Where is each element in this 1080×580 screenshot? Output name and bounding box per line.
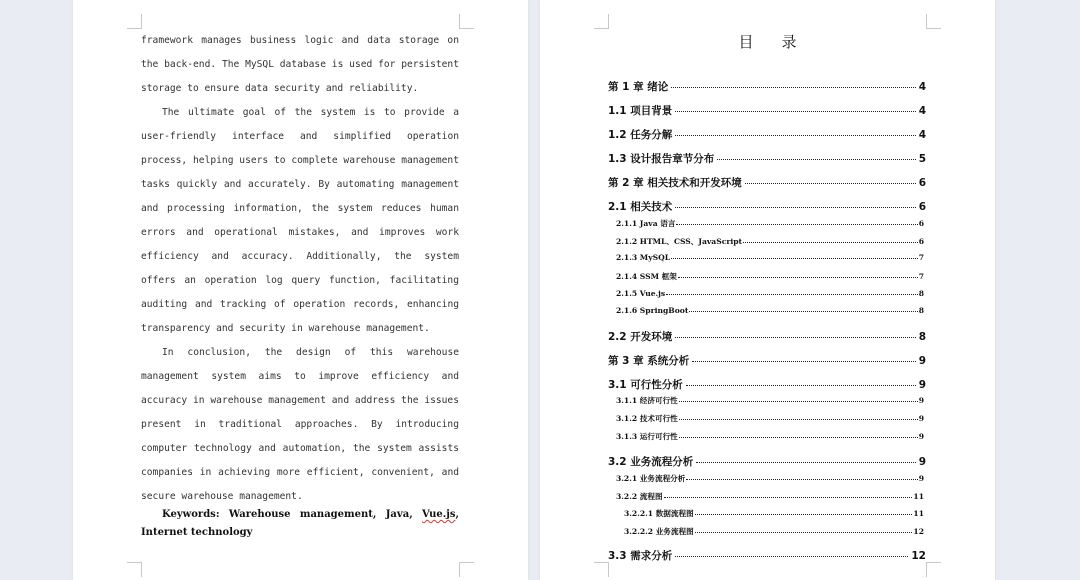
abstract-paragraph: The ultimate goal of the system is to provide a user-friendly interface and simplified operation process, helping users to complete warehouse management tasks quickly and accurately. By automating management and processing information, the system reduces human errors and operational mistakes, and improves work efficiency and accuracy. Additionally, the system offers an operation log query function, facilitating auditing and tracking of operation records, enhancing transparency and security in warehouse management. xyxy=(141,107,459,334)
abstract-paragraph: framework manages business logic and data storage on the back-end. The MySQL database is used for persistent storage to ensure data security and reliability. xyxy=(141,35,459,94)
toc-entry-page-number: 7 xyxy=(918,272,924,281)
toc-entry-label: 第 2 章 相关技术和开发环境 xyxy=(608,177,742,189)
margin-corner-mark xyxy=(594,562,609,577)
toc-entry-label: 2.1.5 Vue.js xyxy=(616,289,666,298)
toc-entry[interactable] xyxy=(616,395,924,406)
toc-entry-page-number: 12 xyxy=(913,527,924,536)
toc-dot-leader xyxy=(745,183,916,184)
toc-entry[interactable] xyxy=(608,548,926,562)
toc-entry-page-number: 9 xyxy=(918,474,924,483)
toc-entry-page-number: 8 xyxy=(918,306,924,315)
toc-dot-leader xyxy=(675,111,915,112)
toc-dot-leader xyxy=(743,242,918,243)
toc-entry[interactable] xyxy=(616,271,924,282)
toc-entry-label: 3.1.3 运行可行性 xyxy=(616,432,678,441)
toc-entry-label: 2.2 开发环境 xyxy=(608,331,673,343)
toc-dot-leader xyxy=(666,294,917,295)
toc-entry-label: 3.2 业务流程分析 xyxy=(608,456,694,468)
spellcheck-flagged-word[interactable]: Vue.js xyxy=(422,509,456,520)
toc-entry-page-number: 4 xyxy=(918,81,926,93)
toc-entry-label: 2.1.3 MySQL xyxy=(616,253,671,262)
toc-entry[interactable] xyxy=(616,253,924,264)
toc-entry[interactable] xyxy=(616,236,924,247)
toc-entry[interactable] xyxy=(608,175,926,189)
toc-dot-leader xyxy=(671,258,918,259)
toc-entry-page-number: 9 xyxy=(918,379,926,391)
toc-entry[interactable] xyxy=(616,218,924,229)
toc-dot-leader xyxy=(675,337,915,338)
toc-entry-page-number: 6 xyxy=(918,177,926,189)
toc-entry[interactable] xyxy=(616,289,924,300)
toc-dot-leader xyxy=(695,532,913,533)
toc-entry-label: 第 1 章 绪论 xyxy=(608,81,669,93)
toc-dot-leader xyxy=(695,514,913,515)
toc-entry[interactable] xyxy=(608,454,926,468)
toc-entry-label: 3.2.1 业务流程分析 xyxy=(616,474,686,483)
toc-entry-page-number: 6 xyxy=(918,237,924,246)
toc-entry-page-number: 9 xyxy=(918,414,924,423)
margin-corner-mark xyxy=(127,562,142,577)
toc-entry-label: 3.2.2 流程图 xyxy=(616,492,663,501)
toc-title: 目录 xyxy=(738,33,825,51)
toc-dot-leader xyxy=(717,159,915,160)
keywords-text: , Internet technology xyxy=(141,509,459,538)
toc-dot-leader xyxy=(676,224,917,225)
toc-entry[interactable] xyxy=(616,413,924,424)
toc-dot-leader xyxy=(675,556,908,557)
toc-entry-label: 2.1 相关技术 xyxy=(608,201,673,213)
abstract-body xyxy=(141,29,459,509)
toc-entry-page-number: 4 xyxy=(918,105,926,117)
toc-entry-page-number: 4 xyxy=(918,129,926,141)
toc-entry[interactable] xyxy=(608,377,926,391)
toc-entry-page-number: 9 xyxy=(918,355,926,367)
toc-entry[interactable] xyxy=(608,79,926,93)
toc-entry[interactable] xyxy=(608,199,926,213)
toc-entry-label: 1.3 设计报告章节分布 xyxy=(608,153,715,165)
toc-entry-page-number: 11 xyxy=(913,509,924,518)
toc-entry-label: 3.2.2.2 业务流程图 xyxy=(624,527,694,536)
toc-entry[interactable] xyxy=(608,353,926,367)
toc-entry-label: 2.1.6 SpringBoot xyxy=(616,306,689,315)
toc-entry[interactable] xyxy=(608,103,926,117)
toc-entry-label: 2.1.2 HTML、CSS、JavaScript xyxy=(616,237,743,246)
margin-corner-mark xyxy=(459,14,474,29)
toc-entry-label: 2.1.4 SSM 框架 xyxy=(616,272,677,281)
toc-entry-page-number: 9 xyxy=(918,432,924,441)
toc-entry-label: 3.1.1 经济可行性 xyxy=(616,396,678,405)
toc-entry[interactable] xyxy=(608,151,926,165)
keywords-line xyxy=(141,506,459,542)
toc-entry-label: 1.1 项目背景 xyxy=(608,105,673,117)
toc-dot-leader xyxy=(692,361,915,362)
toc-entry-page-number: 8 xyxy=(918,289,924,298)
toc-entry[interactable] xyxy=(616,473,924,484)
margin-corner-mark xyxy=(594,14,609,29)
toc-entry-page-number: 9 xyxy=(918,396,924,405)
toc-entry[interactable] xyxy=(616,306,924,317)
toc-dot-leader xyxy=(678,277,918,278)
toc-dot-leader xyxy=(675,207,915,208)
toc-entry[interactable] xyxy=(608,127,926,141)
toc-entry-page-number: 6 xyxy=(918,201,926,213)
toc-dot-leader xyxy=(671,87,915,88)
toc-dot-leader xyxy=(686,385,916,386)
toc-entry[interactable] xyxy=(624,508,924,519)
toc-entry-page-number: 11 xyxy=(913,492,924,501)
toc-entry-page-number: 9 xyxy=(918,456,926,468)
toc-entry[interactable] xyxy=(616,431,924,442)
toc-dot-leader xyxy=(679,419,918,420)
toc-entry-label: 3.3 需求分析 xyxy=(608,550,673,562)
toc-entry-page-number: 7 xyxy=(918,253,924,262)
toc-dot-leader xyxy=(664,497,913,498)
margin-corner-mark xyxy=(926,562,941,577)
margin-corner-mark xyxy=(459,562,474,577)
margin-corner-mark xyxy=(926,14,941,29)
toc-entry-label: 3.1 可行性分析 xyxy=(608,379,683,391)
toc-entry-page-number: 6 xyxy=(918,219,924,228)
toc-dot-leader xyxy=(679,437,918,438)
toc-entry-label: 2.1.1 Java 语言 xyxy=(616,219,676,228)
abstract-paragraph: In conclusion, the design of this warehouse management system aims to improve efficiency and accuracy in warehouse management and address the issues present in traditional approaches. By introducing computer technology and automation, the system assists companies in achieving more efficient, convenient, and secure warehouse management. xyxy=(141,347,459,502)
toc-entry[interactable] xyxy=(608,329,926,343)
toc-entry-page-number: 8 xyxy=(918,331,926,343)
toc-entry[interactable] xyxy=(624,526,924,537)
margin-corner-mark xyxy=(127,14,142,29)
toc-entry-label: 3.2.2.1 数据流程图 xyxy=(624,509,694,518)
toc-entry[interactable] xyxy=(616,491,924,502)
toc-entry-label: 1.2 任务分解 xyxy=(608,129,673,141)
toc-entry-label: 3.1.2 技术可行性 xyxy=(616,414,678,423)
toc-entry-page-number: 5 xyxy=(918,153,926,165)
toc-dot-leader xyxy=(689,311,917,312)
keywords-text: Keywords: Warehouse management, Java, xyxy=(162,509,423,520)
toc-entry-page-number: 12 xyxy=(911,550,926,562)
toc-dot-leader xyxy=(686,479,917,480)
toc-entry-label: 第 3 章 系统分析 xyxy=(608,355,690,367)
document-page-right xyxy=(540,0,995,580)
toc-dot-leader xyxy=(696,462,915,463)
document-page-left xyxy=(73,0,528,580)
toc-dot-leader xyxy=(675,135,915,136)
toc-dot-leader xyxy=(679,401,918,402)
